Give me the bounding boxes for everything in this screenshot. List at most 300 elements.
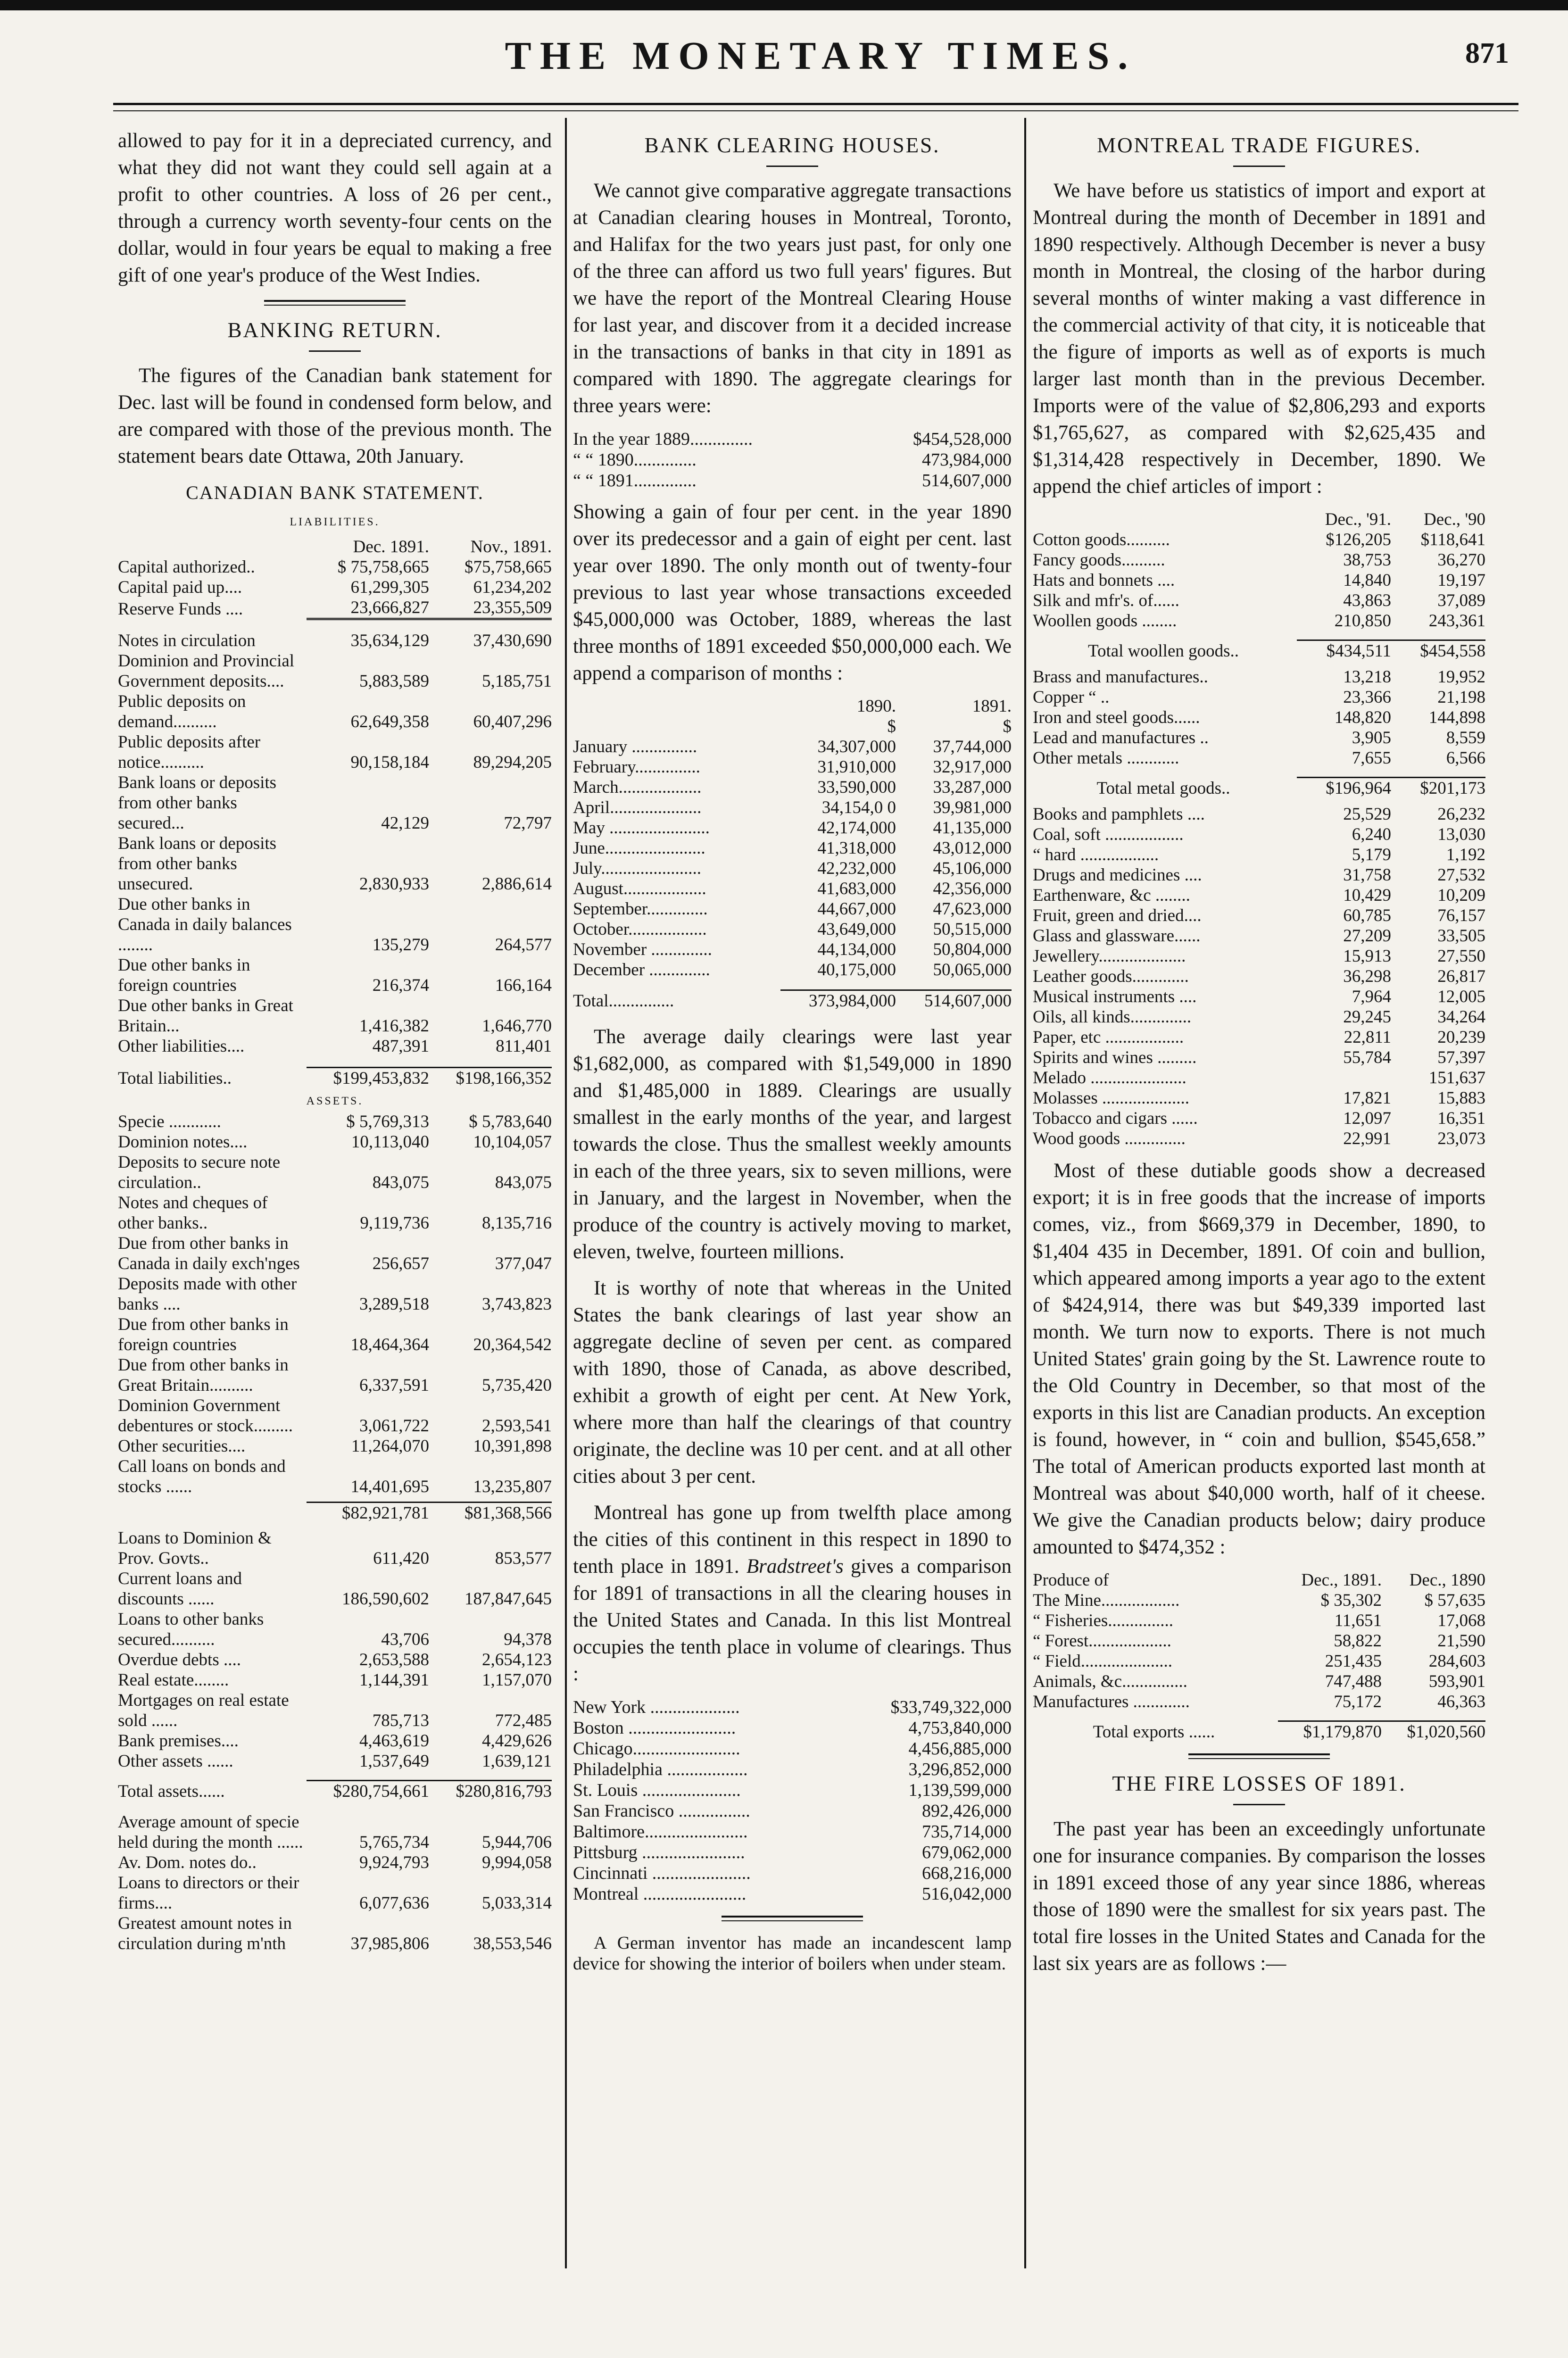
row-value: 44,667,000 xyxy=(817,899,896,919)
row-value: 6,077,636 xyxy=(359,1893,429,1913)
table-row xyxy=(118,1314,552,1355)
row-label: Specie ............ xyxy=(118,1112,221,1131)
column-divider-2 xyxy=(1024,118,1026,2268)
table-row xyxy=(1033,1108,1485,1129)
row-value: 37,430,690 xyxy=(473,631,552,650)
row-label: Overdue debts .... xyxy=(118,1650,241,1669)
row-label: Spirits and wines ......... xyxy=(1033,1048,1197,1067)
table-row xyxy=(573,777,1012,797)
row-value: $196,964 xyxy=(1297,778,1391,799)
row-value: 1,157,070 xyxy=(482,1670,552,1690)
row-value: 21,590 xyxy=(1437,1631,1485,1651)
row-label: Copper “ .. xyxy=(1033,688,1110,707)
table-row xyxy=(1033,728,1485,748)
clearing-paragraph-1: We cannot give comparative aggregate transactions at Canadian clearing houses in Montreal, Toronto, and Halifax for the two years just past, for only one of the three can afford us two full years' figures. But we have the report of the Montreal Clearing House for last year, and discover from it a decided increase in the transactions of banks in that city in 1891 as compared with 1890. The aggregate clearings for three years were: xyxy=(573,180,1012,417)
row-value: $118,641 xyxy=(1420,530,1485,549)
row-value: 31,910,000 xyxy=(817,757,896,777)
row-label: Leather goods............. xyxy=(1033,967,1189,986)
row-value: 2,593,541 xyxy=(482,1416,552,1436)
table-row xyxy=(118,894,552,955)
row-value: 7,655 xyxy=(1352,748,1391,768)
row-label: Total liabilities.. xyxy=(118,1069,232,1088)
masthead-rule-thin xyxy=(113,110,1518,111)
rule-cell xyxy=(307,619,429,628)
spacer-row xyxy=(1033,768,1485,778)
row-label: Boston ........................ xyxy=(573,1718,736,1738)
table-row xyxy=(573,858,1012,879)
row-label: Jewellery.................... xyxy=(1033,947,1186,966)
inventor-note: A German inventor has made an incandescent lamp device for showing the interior of boilers when under steam. xyxy=(573,1933,1012,1974)
trade-paragraph-2: Most of these dutiable goods show a decreased export; it is in free goods that the increase of imports comes, viz., from $669,379 in December, 1890, to $1,404 435 in December, 1891. Of coin and bullion, which appeared among imports a year ago to the extent of $424,914, there was but $49,339 imported last month. We turn now to exports. There is not much United States' grain going by the St. Lawrence route to the Old Country in December, so that most of the exports in this list are Canadian products. An exception is found, however, in “ coin and bullion, $545,658.” The total of American products exported last month at Montreal was about $40,000 worth, half of it cheese. We give the Canadian products below; dairy produce amounted to $474,352 : xyxy=(1033,1160,1485,1558)
spacer-cell xyxy=(573,980,1012,990)
table-row xyxy=(1033,885,1485,905)
row-label: Montreal ....................... xyxy=(573,1884,747,1904)
row-value: 14,840 xyxy=(1343,571,1391,590)
row-value: 5,033,314 xyxy=(482,1893,552,1913)
row-value: 6,337,591 xyxy=(359,1376,429,1395)
row-value: $81,368,566 xyxy=(429,1503,552,1524)
table-row xyxy=(118,1528,552,1569)
row-value: 3,289,518 xyxy=(359,1295,429,1314)
row-value: 148,820 xyxy=(1334,708,1391,727)
spacer-row xyxy=(118,1771,552,1781)
column-2 xyxy=(573,127,1012,1984)
row-label: Books and pamphlets .... xyxy=(1033,805,1205,824)
table-row xyxy=(118,1274,552,1314)
clearing-heading: BANK CLEARING HOUSES. xyxy=(644,133,940,157)
row-value: 747,488 xyxy=(1325,1672,1382,1691)
row-value: $ xyxy=(887,717,896,736)
table-row xyxy=(573,1863,1012,1884)
row-value: $ 35,302 xyxy=(1320,1591,1382,1610)
row-value: 42,129 xyxy=(381,814,429,833)
row-value: 13,030 xyxy=(1437,825,1485,844)
row-label: Reserve Funds .... xyxy=(118,599,243,619)
table-row xyxy=(573,1718,1012,1738)
table-row xyxy=(573,737,1012,757)
spacer-cell xyxy=(1033,661,1485,667)
row-label: San Francisco ................ xyxy=(573,1801,750,1821)
row-value: 11,264,070 xyxy=(351,1436,429,1456)
exports-body xyxy=(1033,1570,1485,1742)
table-row xyxy=(118,732,552,772)
row-label: Oils, all kinds.............. xyxy=(1033,1007,1192,1027)
row-value: 10,429 xyxy=(1343,886,1391,905)
row-value: 5,179 xyxy=(1352,845,1391,864)
metal-total-row xyxy=(1033,778,1485,799)
row-label: Other securities.... xyxy=(118,1436,246,1456)
row-value: 10,104,057 xyxy=(473,1132,552,1152)
table-row xyxy=(1033,1027,1485,1047)
row-value: 45,106,000 xyxy=(933,859,1012,878)
row-value: 50,804,000 xyxy=(933,940,1012,959)
row-value: 1,416,382 xyxy=(359,1016,429,1036)
row-value: 39,981,000 xyxy=(933,798,1012,817)
row-value: 284,603 xyxy=(1428,1652,1485,1671)
spacer-row xyxy=(1033,1712,1485,1721)
table-row xyxy=(118,772,552,833)
row-value: $ 5,769,313 xyxy=(346,1112,429,1131)
row-value: $454,528,000 xyxy=(913,429,1012,449)
table-row xyxy=(1033,946,1485,966)
row-value: 1,639,121 xyxy=(482,1752,552,1771)
heading-dash xyxy=(1233,1804,1285,1805)
row-label: Animals, &c............... xyxy=(1033,1672,1187,1691)
table-row xyxy=(1033,590,1485,611)
row-value: $75,758,665 xyxy=(465,557,552,577)
table-row xyxy=(573,1821,1012,1842)
row-value: 843,075 xyxy=(372,1173,429,1192)
row-value: 42,232,000 xyxy=(817,859,896,878)
fire-paragraph: The past year has been an exceedingly unfortunate one for insurance companies. By comparison the losses in 1891 exceed those of any year since 1886, whereas those of 1890 were the smallest for six years past. The total fire losses in the United States and Canada for the last six years are as follows :— xyxy=(1033,1818,1485,1975)
table-row xyxy=(118,1609,552,1650)
row-label: Mortgages on real estate sold ...... xyxy=(118,1691,289,1730)
row-label: Due other banks in Canada in daily balances ........ xyxy=(118,895,292,955)
row-value: 264,577 xyxy=(495,935,552,955)
row-label: Capital paid up.... xyxy=(118,578,242,597)
row-label: Silk and mfr's. of...... xyxy=(1033,591,1179,610)
city-clearings-table xyxy=(573,1697,1012,1904)
row-label: Due other banks in foreign countries xyxy=(118,955,250,995)
row-value: $199,453,832 xyxy=(307,1068,429,1089)
row-label: Due from other banks in foreign countries xyxy=(118,1315,289,1354)
row-value: 251,435 xyxy=(1325,1652,1382,1671)
row-value: $126,205 xyxy=(1326,530,1391,549)
row-value: 11,651 xyxy=(1334,1611,1382,1630)
table-row xyxy=(1033,550,1485,570)
trade-heading: MONTREAL TRADE FIGURES. xyxy=(1097,133,1421,157)
row-label: Other liabilities.... xyxy=(118,1037,245,1056)
row-label: Loans to directors or their firms.... xyxy=(118,1873,299,1913)
row-label: “ Fisheries............... xyxy=(1033,1611,1174,1630)
table-row xyxy=(118,1873,552,1913)
spacer-row xyxy=(118,1056,552,1068)
row-value: 9,994,058 xyxy=(482,1853,552,1872)
row-label: New York .................... xyxy=(573,1697,740,1717)
spacer-cell xyxy=(1033,768,1485,778)
row-value: $198,166,352 xyxy=(429,1068,552,1089)
row-value: 210,850 xyxy=(1334,611,1391,631)
row-label: “ Field..................... xyxy=(1033,1652,1172,1671)
rule-row xyxy=(118,619,552,628)
row-value: 36,270 xyxy=(1437,550,1485,570)
row-label: Bank loans or deposits from other banks secured... xyxy=(118,773,277,833)
row-value: 61,234,202 xyxy=(473,578,552,597)
row-label: Due from other banks in Canada in daily exch'nges xyxy=(118,1234,300,1273)
row-value: $ 75,758,665 xyxy=(337,557,429,577)
spacer-row xyxy=(1033,661,1485,667)
table-row xyxy=(573,899,1012,919)
row-value: 43,649,000 xyxy=(817,920,896,939)
table-row xyxy=(573,879,1012,899)
table-row xyxy=(118,1193,552,1233)
page-number: 871 xyxy=(1465,37,1509,69)
row-value: 12,097 xyxy=(1343,1109,1391,1128)
row-label: Total assets...... xyxy=(118,1782,225,1801)
assets-subtotal-row xyxy=(118,1503,552,1524)
row-value: 514,607,000 xyxy=(896,990,1012,1012)
table-row xyxy=(573,1697,1012,1718)
table-row xyxy=(118,996,552,1036)
row-label: December .............. xyxy=(573,960,710,980)
row-value: 3,296,852,000 xyxy=(908,1760,1012,1779)
row-label: Dominion notes.... xyxy=(118,1132,248,1152)
table-row xyxy=(1033,845,1485,865)
row-label: St. Louis ...................... xyxy=(573,1780,741,1800)
table-row xyxy=(573,1780,1012,1801)
row-value: 487,391 xyxy=(372,1037,429,1056)
row-value: 5,185,751 xyxy=(482,672,552,691)
row-value: 20,364,542 xyxy=(473,1335,552,1354)
row-label xyxy=(118,1503,307,1524)
table-row xyxy=(573,470,1012,491)
row-label: March................... xyxy=(573,778,702,797)
newspaper-title: THE MONETARY TIMES. xyxy=(505,34,1137,78)
row-value: 1,144,391 xyxy=(359,1670,429,1690)
row-label xyxy=(1033,509,1297,530)
row-value: 772,485 xyxy=(495,1711,552,1730)
spacer-row xyxy=(1033,798,1485,804)
row-label: Total exports ...... xyxy=(1093,1722,1215,1742)
row-label: Current loans and discounts ...... xyxy=(118,1569,242,1609)
table-row xyxy=(118,1812,552,1852)
row-value: 60,785 xyxy=(1343,906,1391,925)
row-value xyxy=(1297,1068,1391,1088)
row-value: 17,821 xyxy=(1343,1088,1391,1108)
row-value: 668,216,000 xyxy=(922,1863,1012,1883)
row-label: Fruit, green and dried.... xyxy=(1033,906,1202,925)
row-value: 50,515,000 xyxy=(933,920,1012,939)
row-value: 9,924,793 xyxy=(359,1853,429,1872)
row-value: 22,811 xyxy=(1344,1028,1391,1047)
row-label: Musical instruments .... xyxy=(1033,987,1197,1006)
spacer-cell xyxy=(118,1771,552,1781)
cities-body xyxy=(573,1697,1012,1904)
row-label: June....................... xyxy=(573,839,705,858)
column-headers xyxy=(118,537,552,557)
table-row xyxy=(118,598,552,619)
table-row xyxy=(1033,966,1485,987)
row-value: 33,287,000 xyxy=(933,778,1012,797)
row-value: 94,378 xyxy=(504,1630,552,1649)
row-value: 57,397 xyxy=(1437,1048,1485,1067)
row-value: 43,706 xyxy=(381,1630,429,1649)
row-value: 31,758 xyxy=(1343,865,1391,885)
table-row xyxy=(573,919,1012,939)
row-label: July....................... xyxy=(573,859,702,878)
table-row xyxy=(1033,987,1485,1007)
row-value: 46,363 xyxy=(1437,1692,1485,1711)
row-label: January ............... xyxy=(573,737,697,756)
table-row xyxy=(1033,530,1485,550)
row-label: Tobacco and cigars ...... xyxy=(1033,1109,1198,1128)
masthead xyxy=(113,33,1528,99)
row-label: Call loans on bonds and stocks ...... xyxy=(118,1457,286,1496)
row-value: 33,505 xyxy=(1437,926,1485,946)
row-label: Wood goods .............. xyxy=(1033,1129,1186,1148)
intro-paragraph: allowed to pay for it in a depreciated currency, and what they did not want they could sell again at a profit to other countries. A loss of 26 per cent., through a currency worth seventy-four cents on the dollar, would in four years be equal to making a free gift of one year's produce of the West Indies. xyxy=(118,130,552,286)
row-value: 27,209 xyxy=(1343,926,1391,946)
fire-heading: THE FIRE LOSSES OF 1891. xyxy=(1112,1772,1406,1795)
table-row xyxy=(1033,1692,1485,1712)
rule-cell xyxy=(118,619,307,628)
row-label xyxy=(118,537,307,557)
table-row xyxy=(118,955,552,996)
woollen-total-row xyxy=(1033,640,1485,662)
row-value: 37,985,806 xyxy=(350,1934,429,1953)
years-body xyxy=(573,429,1012,491)
row-value: 10,113,040 xyxy=(351,1132,429,1152)
row-value: 14,401,695 xyxy=(350,1477,429,1496)
row-label: Dominion Government debentures or stock......... xyxy=(118,1396,293,1436)
table-row xyxy=(118,557,552,577)
row-value: 44,134,000 xyxy=(817,940,896,959)
table-row xyxy=(118,1569,552,1609)
table-row xyxy=(118,1456,552,1497)
spacer-row xyxy=(1033,631,1485,640)
row-value: 40,175,000 xyxy=(817,960,896,980)
row-label: Due from other banks in Great Britain.......... xyxy=(118,1355,289,1395)
row-value: 611,420 xyxy=(373,1549,429,1568)
table-row xyxy=(118,1233,552,1274)
row-label: “ hard .................. xyxy=(1033,845,1159,864)
row-value: 62,649,358 xyxy=(350,712,429,731)
row-value: 6,240 xyxy=(1352,825,1391,844)
row-value: 21,198 xyxy=(1437,688,1485,707)
row-label: Notes in circulation xyxy=(118,631,256,650)
row-label: Bank premises.... xyxy=(118,1731,239,1751)
exports-table xyxy=(1033,1570,1485,1742)
banking-heading: BANKING RETURN. xyxy=(227,318,442,342)
row-label: Public deposits after notice.......... xyxy=(118,732,261,772)
row-value: 216,374 xyxy=(372,976,429,995)
row-label: Chicago........................ xyxy=(573,1739,740,1759)
row-value: 19,197 xyxy=(1437,571,1485,590)
table-row xyxy=(118,1690,552,1731)
row-value: 90,158,184 xyxy=(350,753,429,772)
row-label: November .............. xyxy=(573,940,712,959)
imports-table xyxy=(1033,509,1485,1149)
row-value: 22,991 xyxy=(1343,1129,1391,1148)
row-value: 1,537,649 xyxy=(359,1752,429,1771)
row-value: 8,559 xyxy=(1446,728,1485,747)
month-headers xyxy=(573,696,1012,716)
row-value: 75,172 xyxy=(1334,1692,1382,1711)
row-value: 23,073 xyxy=(1437,1129,1485,1148)
bank-statement-table xyxy=(118,537,552,1954)
table-row xyxy=(573,449,1012,470)
row-value: 135,279 xyxy=(372,935,429,955)
row-value: 41,135,000 xyxy=(933,818,1012,838)
row-value: 377,047 xyxy=(495,1254,552,1273)
row-value: 29,245 xyxy=(1343,1007,1391,1027)
row-value: 13,218 xyxy=(1343,667,1391,687)
table-row xyxy=(118,1731,552,1751)
row-value: 20,239 xyxy=(1437,1028,1485,1047)
row-value: 5,883,589 xyxy=(359,672,429,691)
row-label: Drugs and medicines .... xyxy=(1033,865,1202,885)
row-value: 43,012,000 xyxy=(933,839,1012,858)
table-row xyxy=(1033,1129,1485,1149)
row-value: 26,232 xyxy=(1437,805,1485,824)
clearing-paragraph-5 xyxy=(573,1499,1012,1687)
row-label: Real estate........ xyxy=(118,1670,229,1690)
column-divider-1 xyxy=(565,118,567,2268)
row-value: 256,657 xyxy=(372,1254,429,1273)
spacer-cell xyxy=(1033,631,1485,640)
row-value: $1,179,870 xyxy=(1278,1721,1382,1743)
row-value: $ 5,783,640 xyxy=(469,1112,552,1131)
table-row xyxy=(573,1801,1012,1821)
table-row xyxy=(1033,1088,1485,1108)
table-row xyxy=(118,691,552,732)
row-label: Cotton goods.......... xyxy=(1033,530,1170,549)
table-row xyxy=(1033,707,1485,728)
yearly-clearings-table xyxy=(573,429,1012,491)
table-row xyxy=(118,1355,552,1395)
table-row xyxy=(573,818,1012,838)
bradstreets-name: Bradstreet's xyxy=(746,1555,844,1578)
row-value: Dec., '91. xyxy=(1325,510,1391,529)
row-value: 473,984,000 xyxy=(922,450,1012,470)
row-label: “ “ 1891.............. xyxy=(573,471,697,490)
row-value: $82,921,781 xyxy=(307,1503,429,1524)
row-value: 5,735,420 xyxy=(482,1376,552,1395)
trade-paragraph-1: We have before us statistics of import and export at Montreal during the month of December in 1891 and 1890 respectively. Although December is never a busy month in Montreal, the closing of the harbor during several months of winter making a vast difference in the commercial activity of that city, it is noticeable that the figure of imports as well as of exports is much larger last month than in the previous December. Imports were of the value of $2,806,293 and exports $1,765,627, as compared with $2,625,435 and $1,314,428 respectively in December, 1890. We append the chief articles of import : xyxy=(1033,180,1485,498)
row-label xyxy=(573,716,780,737)
row-value: 72,797 xyxy=(504,814,552,833)
row-value: 16,351 xyxy=(1437,1109,1485,1128)
para5-text-b: gives a comparison for 1891 of transactions in all the clearing houses in the United States and Canada. In this list Montreal occupies the tenth place in volume of clearings. Thus : xyxy=(573,1555,1012,1685)
row-label: “ “ 1890.............. xyxy=(573,450,697,470)
row-value: 89,294,205 xyxy=(473,753,552,772)
row-label: October.................. xyxy=(573,920,707,939)
row-value: Nov., 1891. xyxy=(470,537,552,556)
row-label: In the year 1889.............. xyxy=(573,429,753,449)
row-label: February............... xyxy=(573,757,700,777)
row-value: 4,456,885,000 xyxy=(908,1739,1012,1759)
row-value: 37,089 xyxy=(1437,591,1485,610)
statement-title: CANADIAN BANK STATEMENT. xyxy=(186,482,484,503)
row-value: 679,062,000 xyxy=(922,1843,1012,1862)
spacer-row xyxy=(118,1523,552,1528)
assets-label xyxy=(118,1088,552,1112)
rule-cell xyxy=(429,619,552,628)
row-value: 17,068 xyxy=(1437,1611,1485,1630)
month-currency xyxy=(573,716,1012,737)
table-row xyxy=(118,1436,552,1456)
row-value: 18,464,364 xyxy=(350,1335,429,1354)
section-rule xyxy=(722,1916,863,1921)
row-label: May ....................... xyxy=(573,818,710,838)
row-label: Brass and manufactures.. xyxy=(1033,667,1208,687)
row-label: September.............. xyxy=(573,899,708,919)
row-value: 843,075 xyxy=(495,1173,552,1192)
row-value: 4,463,619 xyxy=(359,1731,429,1751)
row-value: $33,749,322,000 xyxy=(890,1697,1012,1717)
row-label: Lead and manufactures .. xyxy=(1033,728,1209,747)
row-value: $434,511 xyxy=(1297,640,1391,662)
table-row xyxy=(573,838,1012,858)
row-value: 144,898 xyxy=(1428,708,1485,727)
spacer-row xyxy=(118,1497,552,1503)
masthead-rule xyxy=(113,103,1518,105)
row-value: 892,426,000 xyxy=(922,1801,1012,1821)
table-row xyxy=(573,1842,1012,1863)
row-value: 38,753 xyxy=(1343,550,1391,570)
table-row xyxy=(118,1751,552,1771)
row-label: Other metals ............ xyxy=(1033,748,1179,768)
